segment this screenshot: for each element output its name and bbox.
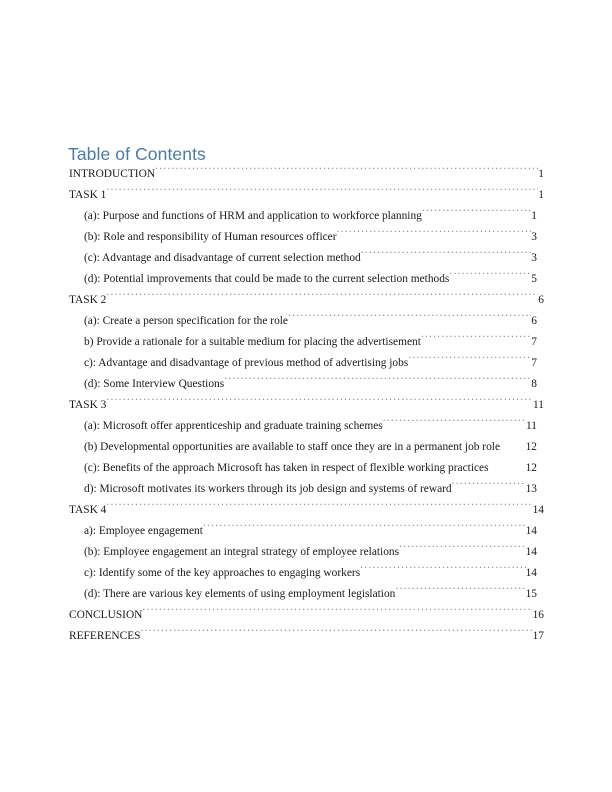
toc-entry-page-number: 12 [525, 462, 537, 474]
toc-entry-page-number: 11 [526, 420, 537, 432]
toc-entry-page-number: 12 [525, 441, 537, 453]
toc-entry-label: (a): Create a person specification for the role [84, 315, 288, 327]
toc-dot-leader [422, 208, 531, 219]
toc-entry-label: (d): Some Interview Questions [84, 378, 225, 390]
toc-entry[interactable] [0, 311, 612, 332]
toc-entry[interactable] [0, 206, 612, 227]
toc-entry-label: d): Microsoft motivates its workers through its job design and systems of reward [84, 483, 452, 495]
toc-entry-page-number: 14 [525, 525, 537, 537]
toc-entry-page-number: 14 [525, 546, 537, 558]
page-title: Table of Contents [68, 144, 206, 164]
toc-dot-leader [452, 481, 526, 492]
toc-dot-leader [449, 271, 531, 282]
toc-dot-leader [395, 586, 525, 597]
toc-entry-label: (b) Developmental opportunities are available to staff once they are in a permanent job role [84, 441, 501, 453]
toc-entry-page-number: 3 [531, 231, 537, 243]
toc-entry-label: (a): Microsoft offer apprenticeship and graduate training schemes [84, 420, 383, 432]
toc-entry-page-number: 6 [538, 294, 544, 306]
toc-entry-label: CONCLUSION [69, 609, 143, 621]
toc-entry-label: TASK 1 [69, 189, 107, 201]
toc-dot-leader [337, 229, 532, 240]
toc-entry-label: (a): Purpose and functions of HRM and application to workforce planning [84, 210, 422, 222]
toc-entry[interactable] [0, 248, 612, 269]
toc-entry-label: (c): Advantage and disadvantage of current selection method [84, 252, 361, 264]
toc-entry-page-number: 15 [525, 588, 537, 600]
toc-entry[interactable] [0, 458, 612, 479]
toc-dot-leader [141, 628, 533, 639]
toc-dot-leader [399, 544, 526, 555]
toc-entry-label: (d): There are various key elements of using employment legislation [84, 588, 396, 600]
toc-dot-leader [361, 250, 532, 261]
toc-entry[interactable] [0, 584, 612, 605]
toc-entry-page-number: 17 [532, 630, 544, 642]
toc-entry-label: c): Advantage and disadvantage of previous method of advertising jobs [84, 357, 409, 369]
toc-dot-leader [106, 502, 532, 513]
toc-dot-leader [106, 187, 538, 198]
table-of-contents-list [0, 164, 612, 647]
toc-entry-label: TASK 2 [69, 294, 107, 306]
toc-entry[interactable] [0, 626, 612, 647]
toc-dot-leader [360, 565, 525, 576]
toc-entry-label: (c): Benefits of the approach Microsoft has taken in respect of flexible working practices [84, 462, 489, 474]
toc-entry-page-number: 16 [532, 609, 544, 621]
toc-entry[interactable] [0, 437, 612, 458]
toc-dot-leader [288, 313, 531, 324]
toc-entry-page-number: 1 [538, 189, 544, 201]
toc-dot-leader [203, 523, 526, 534]
toc-entry-label: REFERENCES [69, 630, 141, 642]
toc-entry[interactable] [0, 395, 612, 416]
toc-entry[interactable] [0, 542, 612, 563]
toc-entry-page-number: 14 [532, 504, 544, 516]
toc-entry[interactable] [0, 332, 612, 353]
toc-entry[interactable] [0, 500, 612, 521]
toc-entry-page-number: 5 [531, 273, 537, 285]
toc-entry-page-number: 7 [531, 336, 537, 348]
toc-entry-page-number: 7 [531, 357, 537, 369]
toc-dot-leader [408, 355, 531, 366]
toc-entry-label: TASK 3 [69, 399, 107, 411]
toc-dot-leader [106, 292, 538, 303]
toc-dot-leader [106, 397, 533, 408]
toc-entry-page-number: 8 [531, 378, 537, 390]
toc-entry-label: (d): Potential improvements that could be made to the current selection methods [84, 273, 450, 285]
toc-entry-label: (b): Role and responsibility of Human resources officer [84, 231, 337, 243]
toc-entry[interactable] [0, 185, 612, 206]
toc-entry[interactable] [0, 416, 612, 437]
toc-entry-label: INTRODUCTION [69, 168, 156, 180]
toc-dot-leader [142, 607, 532, 618]
toc-entry[interactable] [0, 164, 612, 185]
toc-entry[interactable] [0, 479, 612, 500]
toc-entry-page-number: 1 [538, 168, 544, 180]
toc-entry[interactable] [0, 290, 612, 311]
toc-entry[interactable] [0, 227, 612, 248]
toc-entry-label: a): Employee engagement [84, 525, 203, 537]
toc-dot-leader [489, 460, 526, 471]
toc-dot-leader [421, 334, 531, 345]
toc-entry-page-number: 11 [533, 399, 544, 411]
toc-entry-label: TASK 4 [69, 504, 107, 516]
toc-dot-leader [155, 166, 538, 177]
toc-entry-label: c): Identify some of the key approaches to engaging workers [84, 567, 361, 579]
toc-entry[interactable] [0, 605, 612, 626]
toc-entry[interactable] [0, 521, 612, 542]
toc-entry-page-number: 14 [525, 567, 537, 579]
toc-dot-leader [383, 418, 526, 429]
toc-entry-page-number: 3 [531, 252, 537, 264]
toc-dot-leader [500, 439, 526, 450]
toc-entry[interactable] [0, 374, 612, 395]
toc-entry[interactable] [0, 353, 612, 374]
toc-entry-page-number: 6 [531, 315, 537, 327]
toc-entry-label: (b): Employee engagement an integral strategy of employee relations [84, 546, 400, 558]
toc-entry-page-number: 1 [531, 210, 537, 222]
toc-entry[interactable] [0, 269, 612, 290]
toc-entry[interactable] [0, 563, 612, 584]
toc-entry-label: b) Provide a rationale for a suitable medium for placing the advertisement [84, 336, 421, 348]
toc-entry-page-number: 13 [525, 483, 537, 495]
toc-dot-leader [224, 376, 531, 387]
